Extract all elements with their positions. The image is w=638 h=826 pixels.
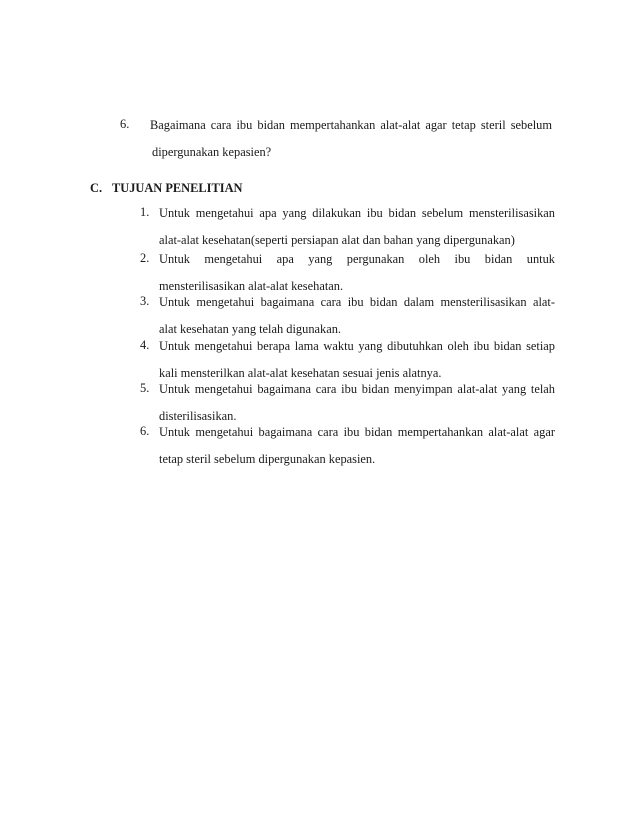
list-item-line-2: kali mensterilkan alat-alat kesehatan sesuai jenis alatnya. [159, 366, 442, 380]
list-item-line-1: Bagaimana cara ibu bidan mempertahankan alat-alat agar tetap steril sebelum [150, 118, 552, 132]
list-number: 6. [120, 117, 130, 131]
list-item-line-2: alat-alat kesehatan(seperti persiapan alat dan bahan yang dipergunakan) [159, 233, 515, 247]
section-heading [90, 180, 242, 196]
list-item-line-2: disterilisasikan. [159, 409, 237, 423]
list-item-line-2: mensterilisasikan alat-alat kesehatan. [159, 279, 344, 293]
list-item-line-1: Untuk mengetahui bagaimana cara ibu bidan dalam mensterilisasikan alat- [159, 295, 555, 309]
list-item-line-2: tetap steril sebelum dipergunakan kepasien. [159, 452, 376, 466]
list-item-line-1: Untuk mengetahui bagaimana cara ibu bidan menyimpan alat-alat yang telah [159, 382, 555, 396]
list-number: 6. [140, 424, 150, 438]
list-item-line-1: Untuk mengetahui apa yang dilakukan ibu bidan sebelum mensterilisasikan [159, 206, 555, 220]
section-title: TUJUAN PENELITIAN [112, 181, 243, 195]
list-item-line-1: Untuk mengetahui apa yang pergunakan oleh ibu bidan untuk [159, 252, 555, 266]
section-letter: C. [90, 181, 103, 195]
list-item-line-1: Untuk mengetahui berapa lama waktu yang dibutuhkan oleh ibu bidan setiap [159, 339, 555, 353]
list-number: 2. [140, 251, 150, 265]
list-item-line-2: dipergunakan kepasien? [152, 145, 272, 159]
list-number: 3. [140, 294, 150, 308]
list-number: 1. [140, 205, 150, 219]
list-number: 5. [140, 381, 150, 395]
list-item-line-2: alat kesehatan yang telah digunakan. [159, 322, 341, 336]
list-number: 4. [140, 338, 150, 352]
list-item-line-1: Untuk mengetahui bagaimana cara ibu bidan mempertahankan alat-alat agar [159, 425, 555, 439]
